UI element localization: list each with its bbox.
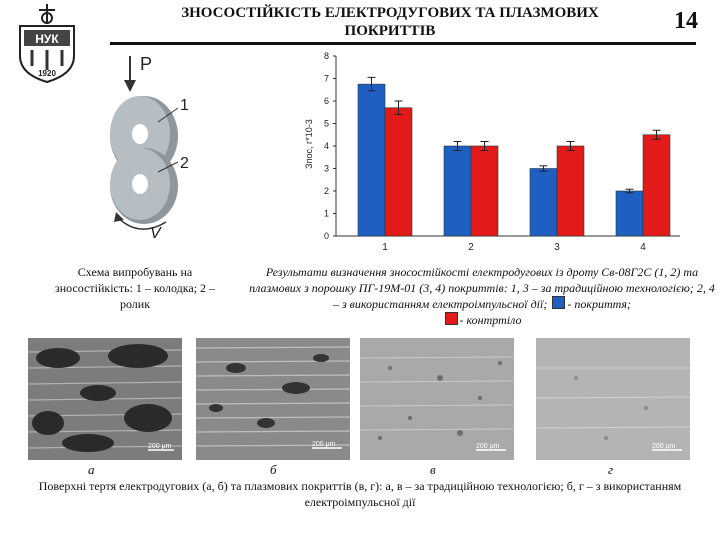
- y-tick-label: 8: [323, 51, 329, 61]
- legend-swatch-counterbody: [445, 312, 458, 325]
- legend-swatch-coating: [552, 296, 565, 309]
- micrograph-d: [536, 338, 690, 460]
- y-tick-label: 7: [323, 73, 329, 84]
- micrograph-b: [196, 338, 350, 460]
- y-tick-label: 6: [323, 96, 329, 106]
- x-tick-label: 1: [382, 242, 388, 253]
- page-number: 14: [674, 8, 698, 34]
- micrograph-a-label: а: [88, 462, 95, 477]
- y-tick-label: 5: [323, 118, 329, 129]
- micrograph-a-scale: 200 μm: [148, 443, 172, 450]
- legend-label-counterbody: - контртіло: [459, 313, 522, 327]
- part2-label: 2: [180, 155, 189, 172]
- micrograph-d-label: г: [608, 462, 614, 477]
- header-divider: [110, 42, 696, 45]
- bar-coating-2: [444, 146, 471, 236]
- micrograph-c: [360, 338, 514, 460]
- micrographs-caption: Поверхні тертя електродугових (а, б) та плазмових покриттів (в, г): а, в – за традиційною технологією; б, г – з використанням електроімпульсної дії: [38, 479, 682, 509]
- y-tick-label: 0: [323, 231, 329, 241]
- load-label: P: [140, 54, 153, 74]
- bar-counterbody-1: [385, 108, 412, 236]
- micrograph-c-scale: 200 μm: [476, 443, 500, 450]
- logo-year: 1920: [38, 69, 56, 78]
- micrograph-b-label: б: [270, 462, 277, 477]
- test-scheme-diagram: [100, 52, 220, 242]
- part1-label: 1: [180, 97, 189, 114]
- university-logo: [14, 4, 80, 84]
- logo-text: НУК: [35, 32, 59, 46]
- rotation-label: V: [150, 225, 161, 242]
- y-tick-label: 2: [323, 186, 329, 196]
- scheme-caption: Схема випробувань на зносостійкість: 1 – колодка; 2 – ролик: [54, 265, 216, 311]
- x-tick-label: 2: [468, 242, 474, 253]
- page-title: ЗНОСОСТІЙКІСТЬ ЕЛЕКТРОДУГОВИХ ТА ПЛАЗМОВИХ ПОКРИТТІВ: [181, 5, 599, 39]
- y-axis-label: Зпос, г*10-3: [304, 119, 314, 169]
- bar-counterbody-4: [643, 135, 670, 236]
- legend-label-coating: - покриття;: [567, 297, 632, 311]
- x-tick-label: 3: [554, 242, 560, 253]
- y-tick-label: 4: [323, 141, 329, 151]
- wear-resistance-bar-chart: [300, 48, 690, 258]
- bar-coating-3: [530, 169, 557, 237]
- micrograph-b-scale: 200 μm: [312, 441, 336, 448]
- micrograph-c-label: в: [430, 462, 436, 477]
- y-tick-label: 3: [323, 163, 329, 174]
- bar-coating-4: [616, 191, 643, 236]
- y-tick-label: 1: [323, 208, 329, 219]
- micrograph-d-scale: 200 μm: [652, 443, 676, 450]
- bar-counterbody-2: [471, 146, 498, 236]
- bar-coating-1: [358, 84, 385, 236]
- bar-counterbody-3: [557, 146, 584, 236]
- chart-caption: [246, 264, 718, 328]
- x-tick-label: 4: [640, 242, 646, 253]
- micrograph-a: [28, 338, 182, 460]
- chart-caption-text: Результати визначення зносостійкості електродугових із дроту Св-08Г2С (1, 2) та плазмових з порошку ПГ-19М-01 (3, 4) покриттів: 1, 3 – за традиційною технологією; 2, 4 – з використанням електроімпульсної дії;: [249, 265, 715, 311]
